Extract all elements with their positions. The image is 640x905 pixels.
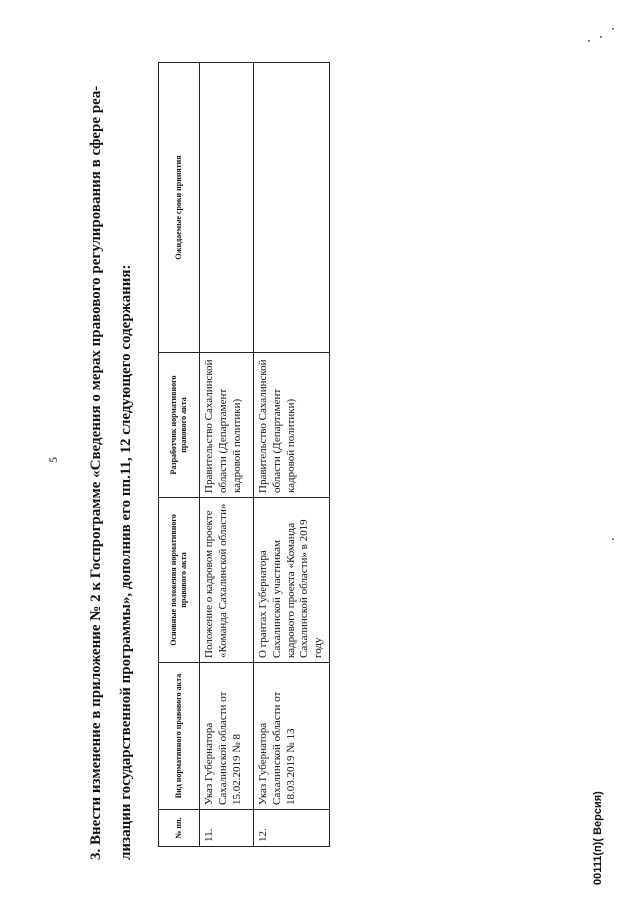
header-act-type: Вид нормативного правового акта xyxy=(159,663,200,810)
row-provisions: Положение о кадровом проекте «Команда Сахалинской области» xyxy=(200,498,254,663)
row-term xyxy=(254,63,330,353)
table-row xyxy=(200,63,254,847)
scan-speck xyxy=(600,36,602,38)
legal-measures-table xyxy=(158,62,330,847)
header-provisions: Основные положения нормативного правового акта xyxy=(159,498,200,663)
row-act-type: Указ Губернатора Сахалинской области от 18.03.2019 № 13 xyxy=(254,663,330,810)
header-term: Ожидаемые сроки принятия xyxy=(159,63,200,353)
scan-speck xyxy=(588,40,590,42)
row-term xyxy=(200,63,254,353)
row-act-type: Указ Губернатора Сахалинской области от 15.02.2019 № 8 xyxy=(200,663,254,810)
row-developer: Правительство Сахалинской области (Департамент кадровой политики) xyxy=(200,353,254,498)
row-num: 12. xyxy=(254,810,330,847)
page-number: 5 xyxy=(46,457,60,463)
row-num: 11. xyxy=(200,810,254,847)
header-num: № пп. xyxy=(159,810,200,847)
header-developer: Разработчик нормативного правового акта xyxy=(159,353,200,498)
table-row xyxy=(254,63,330,847)
scan-speck xyxy=(612,28,614,30)
intro-line-2: лизации государственной программы», дополнив его пп.11, 12 следующего содержания: xyxy=(118,264,134,860)
table-header-row xyxy=(159,63,200,847)
scan-speck xyxy=(612,538,614,540)
row-developer: Правительство Сахалинской области (Департамент кадровой политики) xyxy=(254,353,330,498)
footer-document-code: 00111(п)( Версия) xyxy=(592,791,604,885)
row-provisions: О грантах Губернатора Сахалинской участникам кадрового проекта «Команда Сахалинской области» в 2019 году xyxy=(254,498,330,663)
intro-line-1: 3. Внести изменение в приложение № 2 к Госпрограмме «Сведения о мерах правового регулирования в сфере реа- xyxy=(88,85,104,860)
